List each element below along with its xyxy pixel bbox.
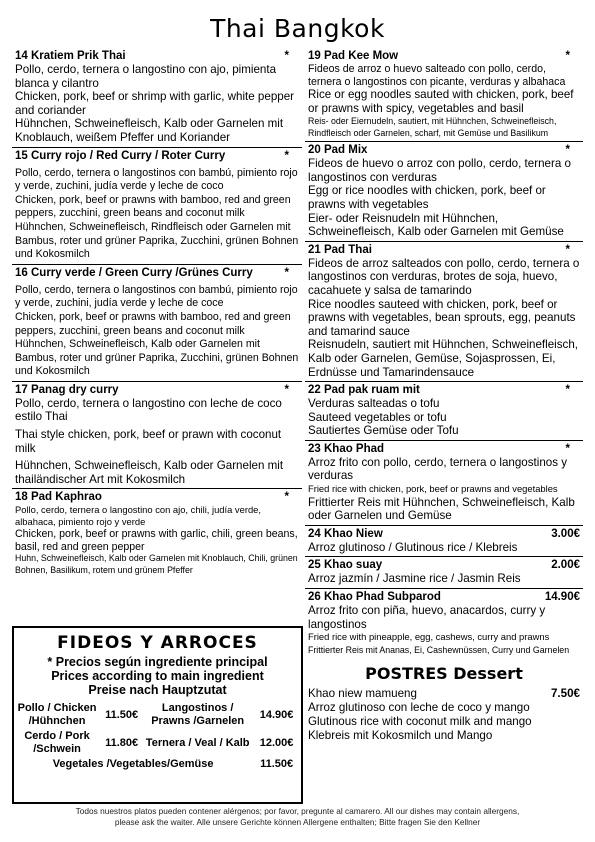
price-note-mark: *	[284, 149, 289, 162]
price-note-mark: *	[565, 384, 570, 397]
dish-desc-de: Sautiertes Gemüse oder Tofu	[308, 424, 459, 438]
dessert-section-title: POSTRES Dessert	[365, 663, 523, 683]
dish-21	[305, 242, 583, 382]
allergen-notice-line: Todos nuestros platos pueden contener alérgenos; por favor, pregunte al camarero. All our dishes may contain allergens,	[75, 806, 520, 816]
dish-25	[305, 557, 583, 589]
price-note-mark: *	[284, 491, 289, 504]
price-note-mark: *	[284, 266, 289, 279]
dish-desc-es: Pollo, cerdo, ternera o langostinos con bambú, pimiento rojo y verde, zuchini, judía verde y leche de coco	[15, 166, 298, 193]
dish-name: 19 Pad Kee Mow	[308, 50, 399, 62]
dish-desc-es: Fideos de arroz salteados con pollo, cerdo, ternera o langostinos con verduras, brotes de soja, huevo, cacahuete y salsa de tamarindo	[308, 256, 580, 297]
allergen-notice-line: please ask the waiter. Alle unsere Gerichte können Allergene enthalten; Bitte fragen Sie den Kellner	[114, 817, 481, 827]
dish-20	[305, 142, 583, 242]
left-column	[12, 48, 302, 578]
dish-desc-en: Chicken, pork, beef or shrimp with garlic, white pepper and coriander	[15, 90, 295, 117]
dessert-item	[305, 687, 583, 743]
ingredient-price: 11.80€	[105, 736, 139, 749]
dish-26	[305, 589, 583, 658]
dish-desc-es: Arroz jazmín / Jasmine rice / Jasmin Reis	[308, 572, 521, 586]
dish-name: 15 Curry rojo / Red Curry / Roter Curry	[15, 149, 226, 162]
dish-name: 14 Kratiem Prik Thai	[15, 50, 126, 62]
dish-desc-en: Sauteed vegetables or tofu	[308, 410, 447, 424]
dish-desc-es: Verduras salteadas o tofu	[308, 397, 440, 411]
dish-desc-en: Fried rice with chicken, pork, beef or prawns and vegetables	[308, 483, 558, 495]
price-note-mark: *	[565, 50, 570, 62]
dish-desc-de: Frittierter Reis mit Ananas, Ei, Cashewnüssen, Curry und Garnelen	[308, 644, 570, 655]
price-note-mark: *	[284, 383, 289, 396]
dessert-desc-en: Glutinous rice with coconut milk and mango	[308, 714, 532, 728]
dish-desc-en: Chicken, pork, beef or prawns with bamboo, red and green peppers, zucchini, green beans and coconut milk	[15, 193, 291, 220]
dish-24	[305, 526, 583, 558]
ingredient-price: 14.90€	[259, 708, 294, 721]
price-note-mark: *	[565, 442, 570, 455]
dish-desc-es: Fideos de huevo o arroz con pollo, cerdo, ternera o langostinos con verduras	[308, 157, 571, 184]
price-row	[14, 729, 301, 757]
pricing-note-de: Preise nach Hauptzutat	[88, 683, 227, 697]
dish-desc-en: Chicken, pork, beef or prawns with garlic, chili, green beans, basil, red and green pepper	[15, 528, 298, 553]
price-row	[14, 757, 301, 772]
dish-desc-en: Thai style chicken, pork, beef or prawn with coconut milk	[15, 428, 282, 455]
ingredient-label: Vegetales /Vegetables/Gemüse	[52, 758, 214, 770]
dish-desc-es: Pollo, cerdo, ternera o langostino con ajo, chili, judía verde, albahaca, pimiento rojo y verde	[15, 504, 261, 528]
dish-desc-de: Reis- oder Eiernudeln, sautiert, mit Hühnchen, Schweinefleisch, Rindfleisch oder Garnelen, scharf, mit Gemüse und Basilikum	[308, 116, 557, 139]
price-table	[14, 701, 301, 772]
dish-desc-de: Reisnudeln, sautiert mit Hühnchen, Schweinefleisch, Kalb oder Garnelen, Gemüse, Sojasprossen, Ei, Erdnüsse und Tamarindensauce	[308, 338, 579, 379]
dessert-price: 7.50€	[550, 686, 580, 700]
price-row	[14, 701, 301, 729]
dish-price: 2.00€	[551, 559, 580, 572]
ingredient-label: Pollo / Chicken /Hühnchen	[17, 702, 97, 727]
dish-desc-es: Arroz frito con piña, huevo, anacardos, curry y langostinos	[308, 603, 546, 631]
dish-desc-es: Pollo, cerdo, ternera o langostinos con bambú, pimiento rojo y verde, zuchini, judía verde y leche de coce	[15, 283, 298, 310]
ingredient-label: Langostinos / Prawns /Garnelen	[151, 702, 245, 727]
dessert-desc-de: Klebreis mit Kokosmilch und Mango	[308, 728, 493, 742]
dish-desc-en: Rice or egg noodles sauted with chicken, pork, beef or prawns with spicy, vegetables and basil	[308, 88, 574, 115]
dish-name: 17 Panag dry curry	[15, 383, 119, 396]
dish-desc-de: Huhn, Schweinefleisch, Kalb oder Garnelen mit Knoblauch, Chili, grünen Bohnen, Basilikum, rotem und grünem Pfeffer	[15, 553, 298, 575]
noodles-rice-pricing-box	[12, 626, 303, 804]
ingredient-label: Ternera / Veal / Kalb	[145, 736, 250, 749]
dish-14	[12, 48, 302, 148]
dish-desc-de: Hühnchen, Schweinefleisch, Kalb oder Garnelen mit Knoblauch, weißem Pfeffer und Koriander	[15, 117, 284, 144]
allergen-notice	[20, 806, 575, 828]
dish-15	[12, 148, 302, 265]
dish-desc-de: Hühnchen, Schweinefleisch, Kalb oder Garnelen mit Bambus, roter und grüner Paprika, Zucchini, grünen Bohnen und Kokosmilch	[15, 338, 299, 378]
dish-desc-de: Frittierter Reis mit Hühnchen, Schweinefleisch, Kalb oder Garnelen und Gemüse	[308, 495, 575, 523]
section-title: FIDEOS Y ARROCES	[57, 633, 258, 653]
dish-desc-en: Fried rice with pineapple, egg, cashews, curry and prawns	[308, 631, 550, 643]
dish-desc-es: Pollo, cerdo, ternera o langostino con ajo, pimienta blanca y cilantro	[15, 63, 277, 90]
dish-desc-de: Hühnchen, Schweinefleisch, Kalb oder Garnelen mit thailändischer Art mit Kokosmilch	[15, 459, 284, 486]
dish-name: 18 Pad Kaphrao	[15, 491, 102, 504]
right-column	[305, 48, 583, 743]
dish-16	[12, 265, 302, 382]
menu-title: Thai Bangkok	[210, 14, 385, 43]
dish-desc-es: Arroz glutinoso / Glutinous rice / Klebreis	[308, 540, 518, 554]
price-note-mark: *	[565, 243, 570, 256]
dish-17	[12, 382, 302, 490]
dish-price: 3.00€	[551, 527, 580, 540]
ingredient-price: 12.00€	[259, 736, 294, 749]
dish-name: 23 Khao Phad	[308, 442, 385, 455]
dessert-name: Khao niew mamueng	[308, 686, 417, 700]
dish-name: 22 Pad pak ruam mit	[308, 384, 420, 397]
dish-18	[12, 489, 302, 578]
dish-desc-en: Rice noodles sauteed with chicken, pork, beef or prawns with vegetables, bean sprouts, egg, peanuts and tamarind sauce	[308, 297, 576, 338]
dish-19	[305, 48, 583, 142]
pricing-note-en: Prices according to main ingredient	[51, 669, 264, 683]
ingredient-price: 11.50€	[260, 758, 294, 770]
dish-desc-es: Arroz frito con pollo, cerdo, ternera o langostinos y verduras	[308, 455, 568, 483]
price-note-mark: *	[565, 144, 570, 157]
dessert-desc-es: Arroz glutinoso con leche de coco y mango	[308, 700, 530, 714]
dish-desc-es: Pollo, cerdo, ternera o langostino con leche de coco estilo Thai	[15, 396, 282, 424]
dish-desc-es: Fideos de arroz o huevo salteado con pollo, cerdo, ternera o langostinos con picante, verduras y albahaca	[308, 63, 566, 88]
dish-price: 14.90€	[544, 590, 580, 603]
dish-22	[305, 382, 583, 441]
dish-name: 25 Khao suay	[308, 559, 383, 572]
dish-name: 26 Khao Phad Subparod	[308, 590, 441, 603]
dish-23	[305, 441, 583, 526]
price-note-mark: *	[284, 50, 289, 62]
ingredient-price: 11.50€	[105, 708, 139, 721]
dish-desc-de: Hühnchen, Schweinefleisch, Rindfleisch oder Garnelen mit Bambus, roter und grüner Paprika, Zucchini, grünen Bohnen und Kokosmilch	[15, 220, 299, 261]
dish-name: 16 Curry verde / Green Curry /Grünes Curry	[15, 266, 253, 279]
dish-desc-de: Eier- oder Reisnudeln mit Hühnchen, Schweinefleisch, Kalb oder Garnelen mit Gemüse	[308, 211, 564, 239]
dish-desc-en: Egg or rice noodles with chicken, pork, beef or prawns with vegetables	[308, 184, 546, 211]
dish-name: 21 Pad Thai	[308, 243, 372, 256]
dish-name: 20 Pad Mix	[308, 144, 368, 157]
dish-desc-en: Chicken, pork, beef or prawns with bamboo, red and green peppers, zucchini, green beans and coconut milk	[15, 310, 291, 337]
pricing-note-es: * Precios según ingrediente principal	[47, 655, 268, 669]
dish-name: 24 Khao Niew	[308, 527, 383, 540]
ingredient-label: Cerdo / Pork /Schwein	[24, 730, 90, 755]
